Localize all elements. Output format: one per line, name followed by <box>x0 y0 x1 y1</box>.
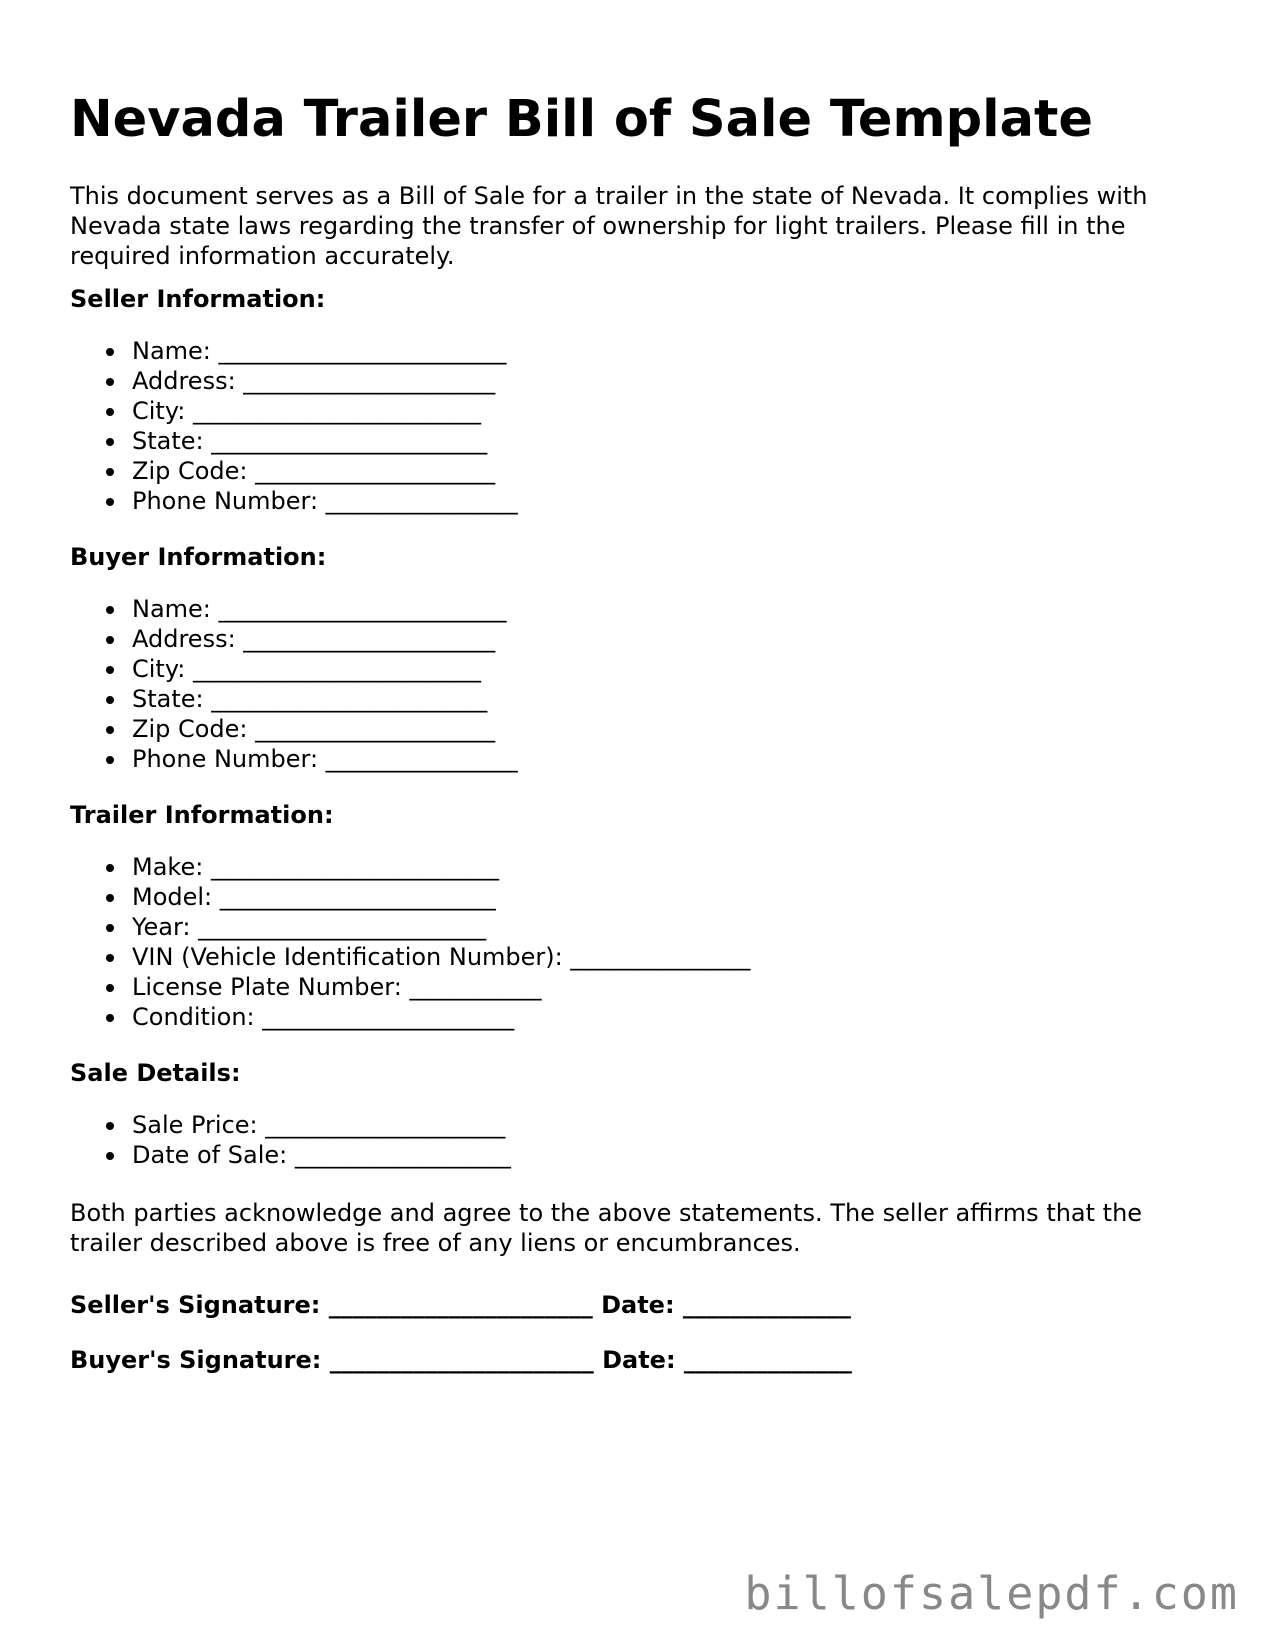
buyer-state-field: State: _______________________ <box>70 684 518 714</box>
buyer-field-list <box>70 594 518 774</box>
seller-phone-field: Phone Number: ________________ <box>70 486 518 516</box>
document-title: Nevada Trailer Bill of Sale Template <box>70 90 1093 149</box>
seller-address-field: Address: _____________________ <box>70 366 518 396</box>
buyer-address-field: Address: _____________________ <box>70 624 518 654</box>
sale-price-field: Sale Price: ____________________ <box>70 1110 511 1140</box>
seller-name-field: Name: ________________________ <box>70 336 518 366</box>
seller-section-heading: Seller Information: <box>70 285 326 313</box>
trailer-model-field: Model: _______________________ <box>70 882 750 912</box>
buyer-zip-field: Zip Code: ____________________ <box>70 714 518 744</box>
trailer-plate-field: License Plate Number: ___________ <box>70 972 750 1002</box>
sale-section-heading: Sale Details: <box>70 1059 241 1087</box>
sale-field-list <box>70 1110 511 1170</box>
buyer-name-field: Name: ________________________ <box>70 594 518 624</box>
acknowledgment-paragraph: Both parties acknowledge and agree to the above statements. The seller affirms that the trailer described above is free of any liens or encumbrances. <box>70 1199 1143 1257</box>
watermark: billofsalepdf.com <box>744 1567 1239 1620</box>
trailer-condition-field: Condition: _____________________ <box>70 1002 750 1032</box>
seller-city-field: City: ________________________ <box>70 396 518 426</box>
seller-signature-line: Seller's Signature: ______________________ Date: ______________ <box>70 1291 851 1319</box>
seller-state-field: State: _______________________ <box>70 426 518 456</box>
buyer-signature-line: Buyer's Signature: ______________________ Date: ______________ <box>70 1346 852 1374</box>
seller-zip-field: Zip Code: ____________________ <box>70 456 518 486</box>
sale-date-field: Date of Sale: __________________ <box>70 1140 511 1170</box>
buyer-section-heading: Buyer Information: <box>70 543 327 571</box>
buyer-city-field: City: ________________________ <box>70 654 518 684</box>
intro-paragraph: This document serves as a Bill of Sale for a trailer in the state of Nevada. It complies with Nevada state laws regarding the transfer of ownership for light trailers. Please fill in the required information accurately. <box>70 182 1148 270</box>
trailer-vin-field: VIN (Vehicle Identification Number): _______________ <box>70 942 750 972</box>
trailer-make-field: Make: ________________________ <box>70 852 750 882</box>
trailer-year-field: Year: ________________________ <box>70 912 750 942</box>
seller-field-list <box>70 336 518 516</box>
trailer-section-heading: Trailer Information: <box>70 801 334 829</box>
buyer-phone-field: Phone Number: ________________ <box>70 744 518 774</box>
trailer-field-list <box>70 852 750 1032</box>
